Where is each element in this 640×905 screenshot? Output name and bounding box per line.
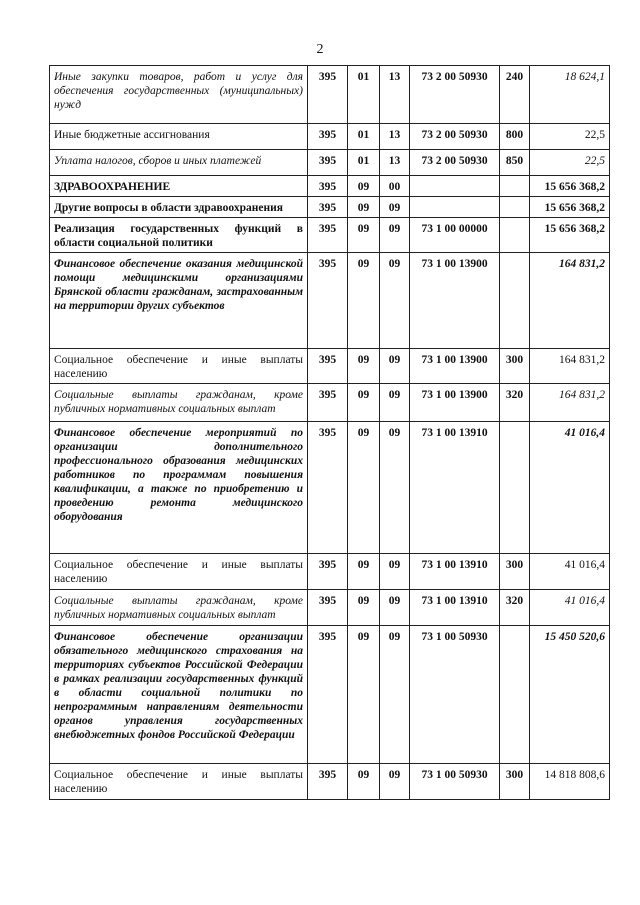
row-gr-code: 395 — [308, 124, 348, 150]
row-csr-code: 73 1 00 13910 — [410, 554, 500, 590]
row-csr-code — [410, 197, 500, 218]
row-name: Социальное обеспечение и иные выплаты населению — [50, 764, 308, 800]
row-rz-code: 09 — [348, 176, 380, 197]
row-name: Другие вопросы в области здравоохранения — [50, 197, 308, 218]
table-row — [50, 384, 610, 422]
row-rz-code: 01 — [348, 124, 380, 150]
row-vr-code: 300 — [500, 554, 530, 590]
row-gr-code: 395 — [308, 422, 348, 554]
row-pr-code: 09 — [380, 384, 410, 422]
page-number: 2 — [316, 42, 324, 57]
row-sum: 18 624,1 — [530, 66, 610, 124]
table-row — [50, 764, 610, 800]
row-name: Финансовое обеспечение организации обязательного медицинского страхования на территориях субъектов Российской Федерации в рамках реализации государственных функций в области социальной политики по непрограммным направлениям деятельности органов управления государственных внебюджетных фондов Российской Федерации — [50, 626, 308, 764]
row-gr-code: 395 — [308, 218, 348, 253]
row-sum: 164 831,2 — [530, 384, 610, 422]
table-row — [50, 176, 610, 197]
row-rz-code: 09 — [348, 218, 380, 253]
row-csr-code — [410, 176, 500, 197]
row-gr-code: 395 — [308, 197, 348, 218]
row-pr-code: 09 — [380, 349, 410, 384]
row-vr-code — [500, 176, 530, 197]
row-csr-code: 73 2 00 50930 — [410, 124, 500, 150]
table-row — [50, 590, 610, 626]
table-row — [50, 422, 610, 554]
table-row — [50, 626, 610, 764]
row-gr-code: 395 — [308, 66, 348, 124]
row-name: Социальные выплаты гражданам, кроме публичных нормативных социальных выплат — [50, 590, 308, 626]
table-row — [50, 150, 610, 176]
table-row — [50, 349, 610, 384]
row-pr-code: 09 — [380, 218, 410, 253]
row-rz-code: 09 — [348, 197, 380, 218]
table-row — [50, 66, 610, 124]
row-gr-code: 395 — [308, 764, 348, 800]
row-pr-code: 00 — [380, 176, 410, 197]
row-csr-code: 73 1 00 13900 — [410, 384, 500, 422]
row-vr-code: 320 — [500, 384, 530, 422]
row-vr-code: 300 — [500, 349, 530, 384]
row-name: Иные бюджетные ассигнования — [50, 124, 308, 150]
row-vr-code: 850 — [500, 150, 530, 176]
row-vr-code — [500, 253, 530, 349]
row-name: Финансовое обеспечение мероприятий по организации дополнительного профессионального образования медицинских работников по программам повышения квалификации, а также по приобретению и проведению ремонта медицинского оборудования — [50, 422, 308, 554]
row-name: ЗДРАВООХРАНЕНИЕ — [50, 176, 308, 197]
row-pr-code: 09 — [380, 626, 410, 764]
row-sum: 41 016,4 — [530, 590, 610, 626]
row-name: Иные закупки товаров, работ и услуг для обеспечения государственных (муниципальных) нужд — [50, 66, 308, 124]
table-row — [50, 197, 610, 218]
row-pr-code: 13 — [380, 150, 410, 176]
row-name: Реализация государственных функций в области социальной политики — [50, 218, 308, 253]
table-row — [50, 253, 610, 349]
row-sum: 22,5 — [530, 124, 610, 150]
row-pr-code: 13 — [380, 66, 410, 124]
row-rz-code: 09 — [348, 349, 380, 384]
row-pr-code: 09 — [380, 422, 410, 554]
row-sum: 22,5 — [530, 150, 610, 176]
row-sum: 15 656 368,2 — [530, 218, 610, 253]
row-rz-code: 09 — [348, 590, 380, 626]
row-csr-code: 73 1 00 13900 — [410, 349, 500, 384]
row-rz-code: 09 — [348, 253, 380, 349]
row-csr-code: 73 1 00 00000 — [410, 218, 500, 253]
row-sum: 15 656 368,2 — [530, 176, 610, 197]
row-vr-code — [500, 626, 530, 764]
row-vr-code: 320 — [500, 590, 530, 626]
row-vr-code — [500, 218, 530, 253]
row-rz-code: 09 — [348, 626, 380, 764]
row-name: Социальное обеспечение и иные выплаты населению — [50, 554, 308, 590]
row-pr-code: 09 — [380, 197, 410, 218]
row-gr-code: 395 — [308, 590, 348, 626]
row-gr-code: 395 — [308, 554, 348, 590]
row-csr-code: 73 1 00 13900 — [410, 253, 500, 349]
row-vr-code: 300 — [500, 764, 530, 800]
row-sum: 41 016,4 — [530, 554, 610, 590]
row-pr-code: 09 — [380, 764, 410, 800]
row-gr-code: 395 — [308, 176, 348, 197]
budget-table-body — [50, 66, 610, 800]
row-name: Социальные выплаты гражданам, кроме публичных нормативных социальных выплат — [50, 384, 308, 422]
row-rz-code: 01 — [348, 150, 380, 176]
row-pr-code: 09 — [380, 554, 410, 590]
row-csr-code: 73 2 00 50930 — [410, 66, 500, 124]
row-vr-code — [500, 197, 530, 218]
row-rz-code: 01 — [348, 66, 380, 124]
row-csr-code: 73 1 00 13910 — [410, 422, 500, 554]
row-sum: 14 818 808,6 — [530, 764, 610, 800]
row-pr-code: 09 — [380, 590, 410, 626]
row-name: Финансовое обеспечение оказания медицинской помощи медицинскими организациями Брянской области гражданам, застрахованным на территории других субъектов — [50, 253, 308, 349]
row-vr-code: 800 — [500, 124, 530, 150]
row-pr-code: 09 — [380, 253, 410, 349]
row-sum: 164 831,2 — [530, 349, 610, 384]
row-sum: 164 831,2 — [530, 253, 610, 349]
row-rz-code: 09 — [348, 384, 380, 422]
row-vr-code — [500, 422, 530, 554]
row-csr-code: 73 1 00 50930 — [410, 626, 500, 764]
budget-table — [49, 65, 610, 800]
row-csr-code: 73 2 00 50930 — [410, 150, 500, 176]
row-vr-code: 240 — [500, 66, 530, 124]
row-gr-code: 395 — [308, 384, 348, 422]
row-name: Уплата налогов, сборов и иных платежей — [50, 150, 308, 176]
row-gr-code: 395 — [308, 253, 348, 349]
row-csr-code: 73 1 00 50930 — [410, 764, 500, 800]
table-row — [50, 554, 610, 590]
row-sum: 41 016,4 — [530, 422, 610, 554]
row-sum: 15 656 368,2 — [530, 197, 610, 218]
row-csr-code: 73 1 00 13910 — [410, 590, 500, 626]
row-gr-code: 395 — [308, 150, 348, 176]
row-name: Социальное обеспечение и иные выплаты населению — [50, 349, 308, 384]
row-rz-code: 09 — [348, 422, 380, 554]
row-rz-code: 09 — [348, 554, 380, 590]
row-gr-code: 395 — [308, 349, 348, 384]
row-rz-code: 09 — [348, 764, 380, 800]
row-gr-code: 395 — [308, 626, 348, 764]
row-pr-code: 13 — [380, 124, 410, 150]
table-row — [50, 124, 610, 150]
table-row — [50, 218, 610, 253]
row-sum: 15 450 520,6 — [530, 626, 610, 764]
